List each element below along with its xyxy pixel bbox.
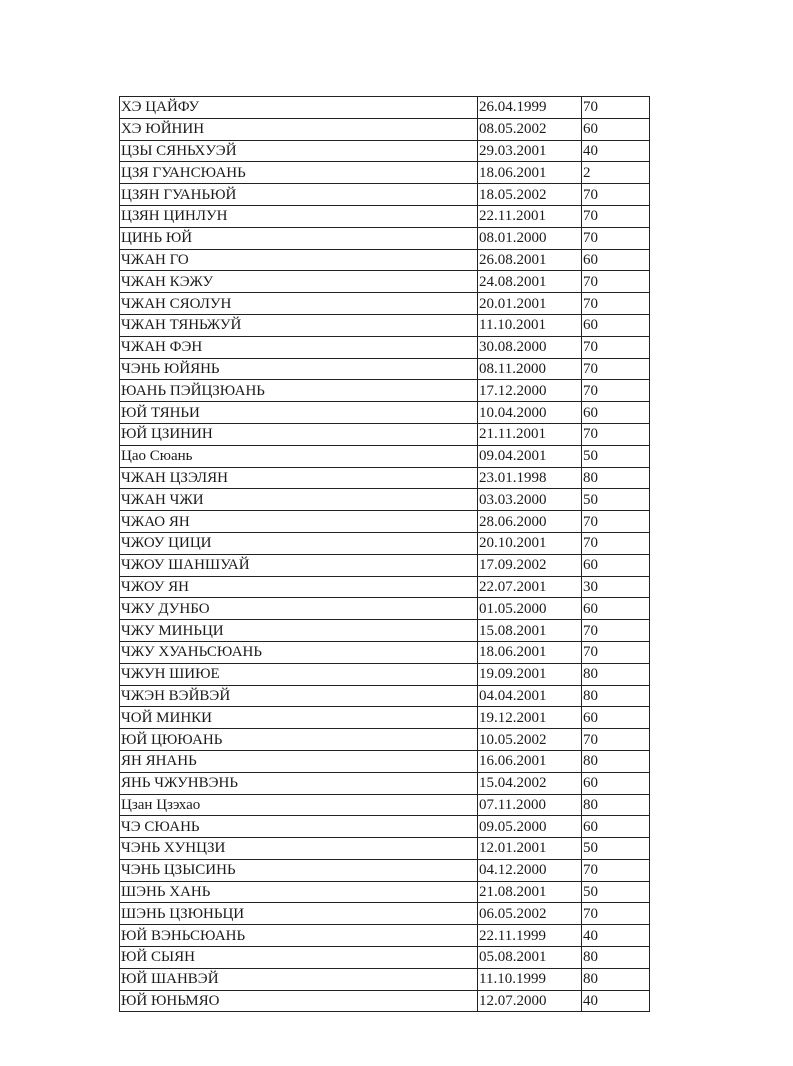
table-row bbox=[120, 990, 650, 1012]
score-cell: 60 bbox=[582, 402, 650, 424]
table-row bbox=[120, 576, 650, 598]
score-cell: 70 bbox=[582, 358, 650, 380]
score-cell: 80 bbox=[582, 947, 650, 969]
birthdate-cell: 26.04.1999 bbox=[478, 97, 582, 119]
table-row bbox=[120, 903, 650, 925]
name-cell: ЧЖУН ШИЮЕ bbox=[120, 663, 478, 685]
name-cell: Цао Сюань bbox=[120, 445, 478, 467]
table-row bbox=[120, 707, 650, 729]
score-cell: 60 bbox=[582, 707, 650, 729]
table-row bbox=[120, 97, 650, 119]
name-cell: ЧЖАН ЧЖИ bbox=[120, 489, 478, 511]
score-cell: 60 bbox=[582, 816, 650, 838]
score-cell: 80 bbox=[582, 663, 650, 685]
birthdate-cell: 17.12.2000 bbox=[478, 380, 582, 402]
name-cell: ЧЖУ ХУАНЬСЮАНЬ bbox=[120, 641, 478, 663]
name-cell: ЧЖОУ ЯН bbox=[120, 576, 478, 598]
name-cell: ЧЭНЬ ЮЙЯНЬ bbox=[120, 358, 478, 380]
birthdate-cell: 23.01.1998 bbox=[478, 467, 582, 489]
score-cell: 70 bbox=[582, 729, 650, 751]
name-cell: ЮЙ ЮНЬМЯО bbox=[120, 990, 478, 1012]
table-row bbox=[120, 380, 650, 402]
table-body bbox=[120, 97, 650, 1012]
name-cell: ХЭ ЦАЙФУ bbox=[120, 97, 478, 119]
table-row bbox=[120, 162, 650, 184]
birthdate-cell: 18.06.2001 bbox=[478, 641, 582, 663]
student-table bbox=[119, 96, 650, 1012]
birthdate-cell: 20.01.2001 bbox=[478, 293, 582, 315]
name-cell: ЧЖАО ЯН bbox=[120, 511, 478, 533]
table-row bbox=[120, 489, 650, 511]
score-cell: 70 bbox=[582, 380, 650, 402]
name-cell: ЧЭНЬ ХУНЦЗИ bbox=[120, 838, 478, 860]
table-row bbox=[120, 511, 650, 533]
score-cell: 60 bbox=[582, 249, 650, 271]
table-row bbox=[120, 925, 650, 947]
score-cell: 80 bbox=[582, 968, 650, 990]
birthdate-cell: 21.11.2001 bbox=[478, 423, 582, 445]
birthdate-cell: 04.04.2001 bbox=[478, 685, 582, 707]
name-cell: Цзан Цзэхао bbox=[120, 794, 478, 816]
table-row bbox=[120, 838, 650, 860]
table-row bbox=[120, 140, 650, 162]
table-row bbox=[120, 663, 650, 685]
birthdate-cell: 18.05.2002 bbox=[478, 184, 582, 206]
birthdate-cell: 11.10.1999 bbox=[478, 968, 582, 990]
name-cell: ЧЖАН ГО bbox=[120, 249, 478, 271]
name-cell: ШЭНЬ ХАНЬ bbox=[120, 881, 478, 903]
birthdate-cell: 19.12.2001 bbox=[478, 707, 582, 729]
score-cell: 80 bbox=[582, 467, 650, 489]
name-cell: ЦЗЯН ЦИНЛУН bbox=[120, 205, 478, 227]
birthdate-cell: 17.09.2002 bbox=[478, 554, 582, 576]
birthdate-cell: 12.01.2001 bbox=[478, 838, 582, 860]
score-cell: 70 bbox=[582, 293, 650, 315]
score-cell: 70 bbox=[582, 184, 650, 206]
name-cell: ШЭНЬ ЦЗЮНЬЦИ bbox=[120, 903, 478, 925]
score-cell: 50 bbox=[582, 489, 650, 511]
score-cell: 40 bbox=[582, 140, 650, 162]
birthdate-cell: 06.05.2002 bbox=[478, 903, 582, 925]
name-cell: ЧЖАН ТЯНЬЖУЙ bbox=[120, 314, 478, 336]
table-row bbox=[120, 249, 650, 271]
table-row bbox=[120, 423, 650, 445]
table-row bbox=[120, 750, 650, 772]
name-cell: ЧЖЭН ВЭЙВЭЙ bbox=[120, 685, 478, 707]
birthdate-cell: 03.03.2000 bbox=[478, 489, 582, 511]
name-cell: ЧЖУ МИНЬЦИ bbox=[120, 620, 478, 642]
name-cell: ЧЖУ ДУНБО bbox=[120, 598, 478, 620]
score-cell: 70 bbox=[582, 532, 650, 554]
birthdate-cell: 22.11.1999 bbox=[478, 925, 582, 947]
table-row bbox=[120, 336, 650, 358]
name-cell: ЧЖАН КЭЖУ bbox=[120, 271, 478, 293]
birthdate-cell: 18.06.2001 bbox=[478, 162, 582, 184]
name-cell: ЮЙ ВЭНЬСЮАНЬ bbox=[120, 925, 478, 947]
table-row bbox=[120, 598, 650, 620]
name-cell: ЯН ЯНАНЬ bbox=[120, 750, 478, 772]
table-row bbox=[120, 641, 650, 663]
birthdate-cell: 26.08.2001 bbox=[478, 249, 582, 271]
name-cell: ЮЙ ТЯНЬИ bbox=[120, 402, 478, 424]
table-row bbox=[120, 794, 650, 816]
score-cell: 70 bbox=[582, 227, 650, 249]
score-cell: 30 bbox=[582, 576, 650, 598]
name-cell: ЧЭНЬ ЦЗЫСИНЬ bbox=[120, 859, 478, 881]
birthdate-cell: 15.08.2001 bbox=[478, 620, 582, 642]
score-cell: 40 bbox=[582, 990, 650, 1012]
birthdate-cell: 05.08.2001 bbox=[478, 947, 582, 969]
table-row bbox=[120, 314, 650, 336]
table-row bbox=[120, 118, 650, 140]
name-cell: ЧЖАН СЯОЛУН bbox=[120, 293, 478, 315]
score-cell: 40 bbox=[582, 925, 650, 947]
birthdate-cell: 09.05.2000 bbox=[478, 816, 582, 838]
score-cell: 60 bbox=[582, 554, 650, 576]
table-row bbox=[120, 402, 650, 424]
score-cell: 70 bbox=[582, 97, 650, 119]
name-cell: ЦИНЬ ЮЙ bbox=[120, 227, 478, 249]
table-row bbox=[120, 859, 650, 881]
score-cell: 60 bbox=[582, 598, 650, 620]
name-cell: ЦЗЯН ГУАНЬЮЙ bbox=[120, 184, 478, 206]
name-cell: ХЭ ЮЙНИН bbox=[120, 118, 478, 140]
table-row bbox=[120, 205, 650, 227]
table-row bbox=[120, 620, 650, 642]
table-row bbox=[120, 685, 650, 707]
birthdate-cell: 21.08.2001 bbox=[478, 881, 582, 903]
table-row bbox=[120, 968, 650, 990]
name-cell: ЧОЙ МИНКИ bbox=[120, 707, 478, 729]
table-row bbox=[120, 947, 650, 969]
birthdate-cell: 22.07.2001 bbox=[478, 576, 582, 598]
birthdate-cell: 08.01.2000 bbox=[478, 227, 582, 249]
birthdate-cell: 24.08.2001 bbox=[478, 271, 582, 293]
birthdate-cell: 19.09.2001 bbox=[478, 663, 582, 685]
name-cell: ЧЖОУ ЦИЦИ bbox=[120, 532, 478, 554]
birthdate-cell: 28.06.2000 bbox=[478, 511, 582, 533]
table-row bbox=[120, 271, 650, 293]
score-cell: 80 bbox=[582, 750, 650, 772]
table-row bbox=[120, 816, 650, 838]
score-cell: 70 bbox=[582, 620, 650, 642]
score-cell: 70 bbox=[582, 641, 650, 663]
score-cell: 60 bbox=[582, 772, 650, 794]
table-row bbox=[120, 554, 650, 576]
name-cell: ЦЗЯ ГУАНСЮАНЬ bbox=[120, 162, 478, 184]
birthdate-cell: 16.06.2001 bbox=[478, 750, 582, 772]
score-cell: 2 bbox=[582, 162, 650, 184]
name-cell: ЯНЬ ЧЖУНВЭНЬ bbox=[120, 772, 478, 794]
name-cell: ЦЗЫ СЯНЬХУЭЙ bbox=[120, 140, 478, 162]
score-cell: 60 bbox=[582, 118, 650, 140]
table-row bbox=[120, 445, 650, 467]
score-cell: 70 bbox=[582, 903, 650, 925]
birthdate-cell: 29.03.2001 bbox=[478, 140, 582, 162]
table-row bbox=[120, 881, 650, 903]
name-cell: ЮЙ ЦЮЮАНЬ bbox=[120, 729, 478, 751]
score-cell: 80 bbox=[582, 794, 650, 816]
table-row bbox=[120, 772, 650, 794]
birthdate-cell: 08.11.2000 bbox=[478, 358, 582, 380]
name-cell: ЮАНЬ ПЭЙЦЗЮАНЬ bbox=[120, 380, 478, 402]
score-cell: 60 bbox=[582, 314, 650, 336]
name-cell: ЮЙ ЦЗИНИН bbox=[120, 423, 478, 445]
table-row bbox=[120, 293, 650, 315]
table-row bbox=[120, 227, 650, 249]
birthdate-cell: 11.10.2001 bbox=[478, 314, 582, 336]
birthdate-cell: 22.11.2001 bbox=[478, 205, 582, 227]
score-cell: 50 bbox=[582, 838, 650, 860]
birthdate-cell: 30.08.2000 bbox=[478, 336, 582, 358]
birthdate-cell: 09.04.2001 bbox=[478, 445, 582, 467]
birthdate-cell: 04.12.2000 bbox=[478, 859, 582, 881]
birthdate-cell: 12.07.2000 bbox=[478, 990, 582, 1012]
score-cell: 70 bbox=[582, 205, 650, 227]
birthdate-cell: 08.05.2002 bbox=[478, 118, 582, 140]
table-row bbox=[120, 467, 650, 489]
score-cell: 50 bbox=[582, 445, 650, 467]
score-cell: 50 bbox=[582, 881, 650, 903]
score-cell: 70 bbox=[582, 271, 650, 293]
birthdate-cell: 10.04.2000 bbox=[478, 402, 582, 424]
name-cell: ЧЭ СЮАНЬ bbox=[120, 816, 478, 838]
name-cell: ЮЙ СЫЯН bbox=[120, 947, 478, 969]
name-cell: ЧЖАН ЦЗЭЛЯН bbox=[120, 467, 478, 489]
birthdate-cell: 07.11.2000 bbox=[478, 794, 582, 816]
score-cell: 70 bbox=[582, 511, 650, 533]
score-cell: 80 bbox=[582, 685, 650, 707]
score-cell: 70 bbox=[582, 336, 650, 358]
birthdate-cell: 01.05.2000 bbox=[478, 598, 582, 620]
table-row bbox=[120, 729, 650, 751]
name-cell: ЮЙ ШАНВЭЙ bbox=[120, 968, 478, 990]
birthdate-cell: 10.05.2002 bbox=[478, 729, 582, 751]
birthdate-cell: 15.04.2002 bbox=[478, 772, 582, 794]
score-cell: 70 bbox=[582, 423, 650, 445]
table-row bbox=[120, 184, 650, 206]
table-row bbox=[120, 532, 650, 554]
score-cell: 70 bbox=[582, 859, 650, 881]
name-cell: ЧЖАН ФЭН bbox=[120, 336, 478, 358]
birthdate-cell: 20.10.2001 bbox=[478, 532, 582, 554]
name-cell: ЧЖОУ ШАНШУАЙ bbox=[120, 554, 478, 576]
table-row bbox=[120, 358, 650, 380]
